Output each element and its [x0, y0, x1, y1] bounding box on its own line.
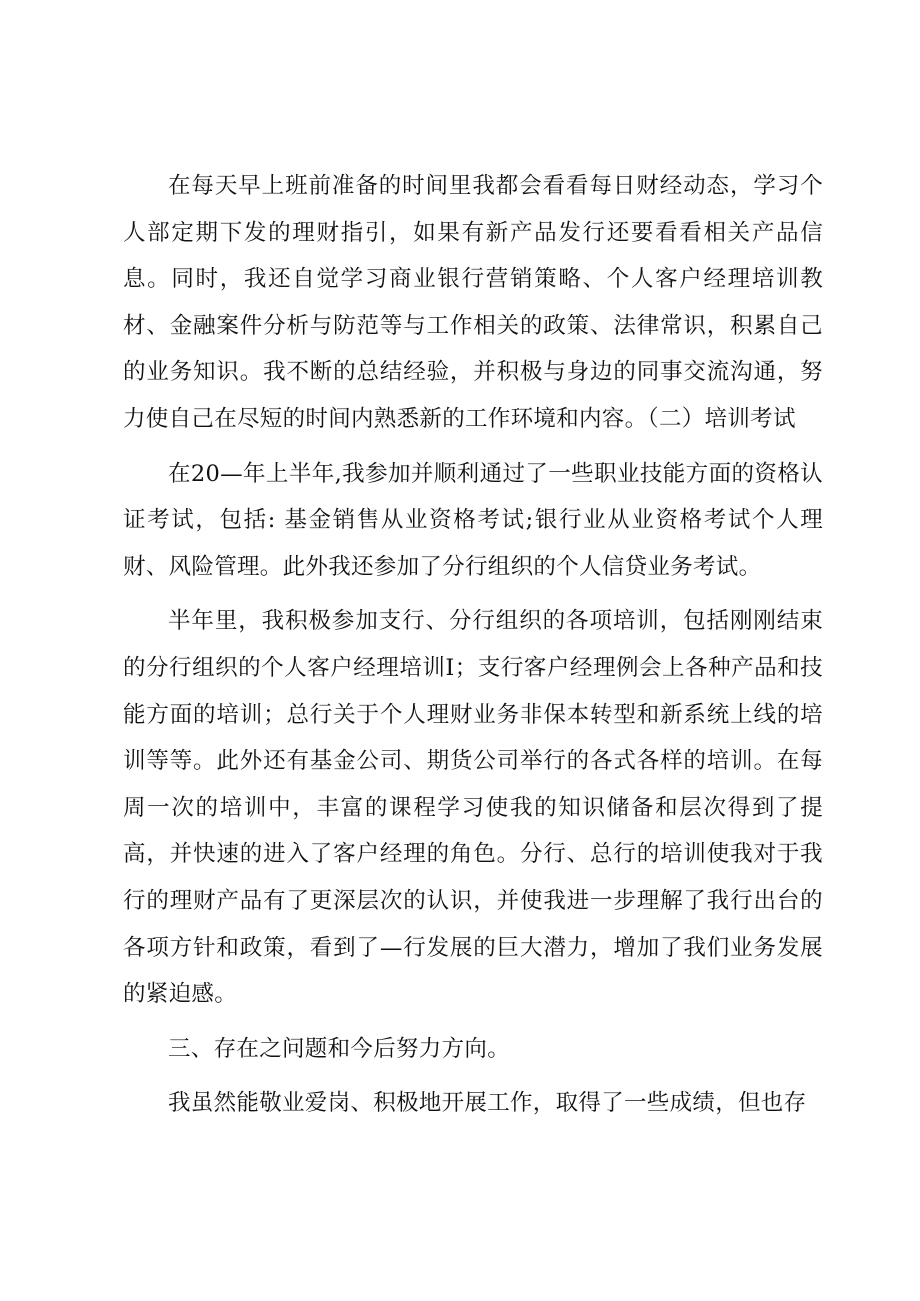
document-body: [123, 163, 823, 1127]
paragraph-exams: 在20—年上半年,我参加并顺利通过了一些职业技能方面的资格认证考试，包括: 基金销售从业资格考试;银行业从业资格考试个人理财、风险管理。此外我还参加了分行组织的个人信贷业务考试。: [123, 460, 823, 580]
paragraph-problems: 我虽然能敬业爱岗、积极地开展工作，取得了一些成绩，但也存: [168, 1090, 807, 1117]
section-heading-problems: 三、存在之问题和今后努力方向。: [168, 1035, 511, 1062]
paragraph-daily-study: 在每天早上班前准备的时间里我都会看看每日财经动态，学习个人部定期下发的理财指引，如果有新产品发行还要看看相关产品信息。同时，我还自觉学习商业银行营销策略、个人客户经理培训教材、金融案件分析与防范等与工作相关的政策、法律常识，积累自己的业务知识。我不断的总结经验，并积极与身边的同事交流沟通，努力使自己在尽短的时间内熟悉新的工作环境和内容。（二）培训考试: [123, 173, 823, 432]
paragraph-training: 半年里，我积极参加支行、分行组织的各项培训，包括刚刚结束的分行组织的个人客户经理培训Ⅰ；支行客户经理例会上各种产品和技能方面的培训；总行关于个人理财业务非保本转型和新系统上线的培训等等。此外还有基金公司、期货公司举行的各式各样的培训。在每周一次的培训中，丰富的课程学习使我的知识储备和层次得到了提高，并快速的进入了客户经理的角色。分行、总行的培训使我对于我行的理财产品有了更深层次的认识，并使我进一步理解了我行出台的各项方针和政策，看到了—行发展的巨大潜力，增加了我们业务发展的紧迫感。: [123, 608, 823, 1008]
